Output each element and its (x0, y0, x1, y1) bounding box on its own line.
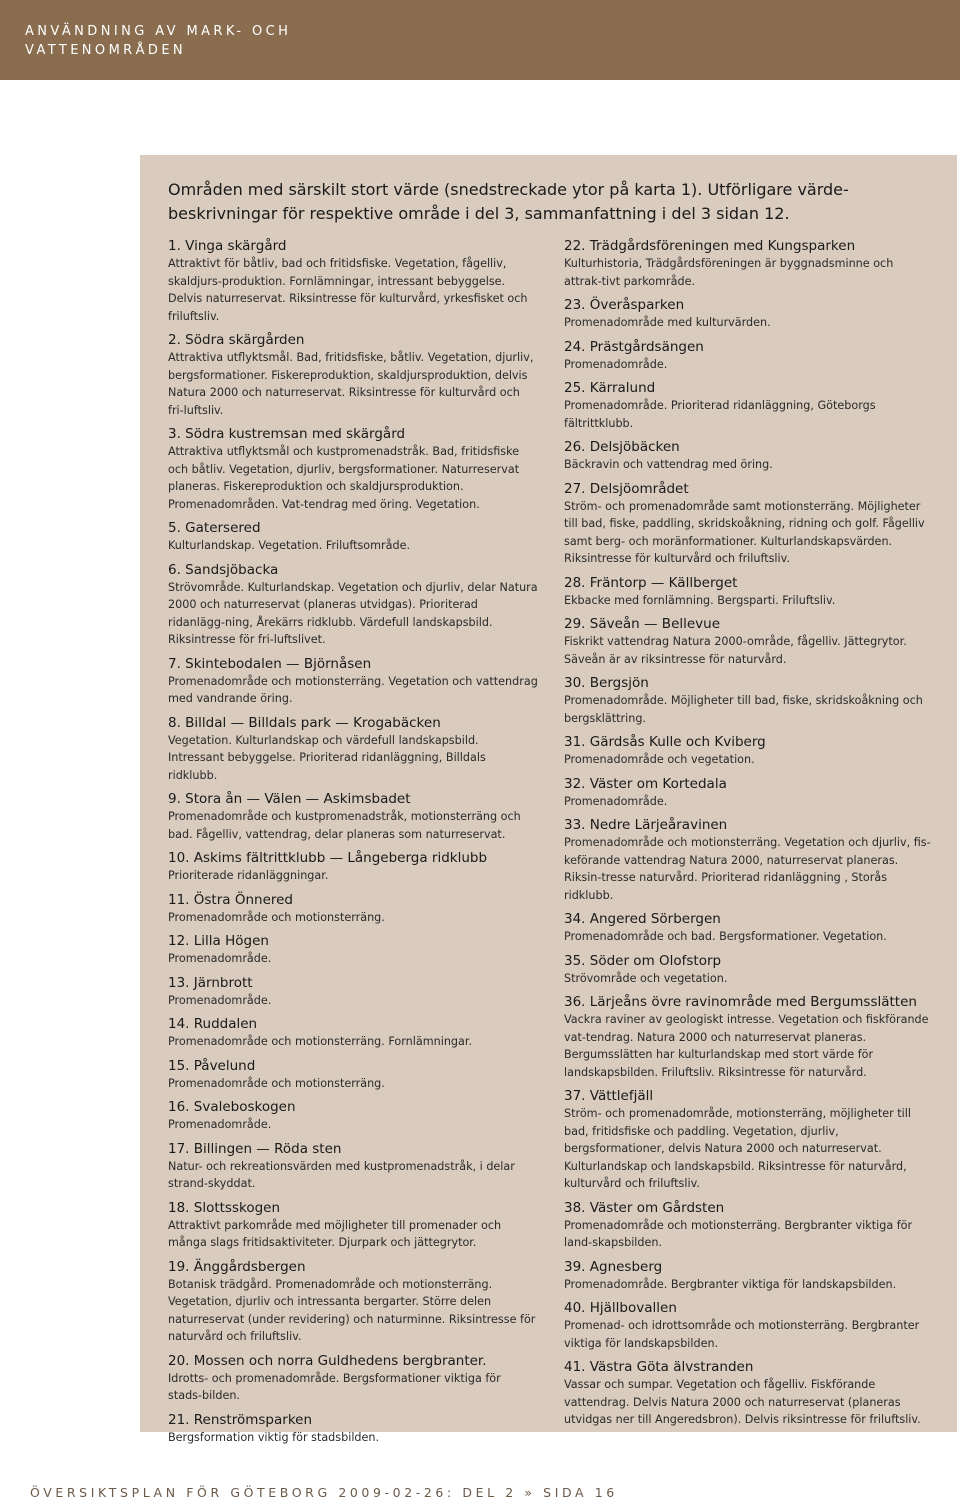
left-column (168, 237, 538, 1452)
list-item (168, 237, 538, 325)
entry-description: Promenadområde och motionsterräng. (168, 910, 385, 924)
entry-title: 26. Delsjöbäcken (564, 439, 680, 455)
right-column (564, 237, 934, 1435)
intro-text: Områden med särskilt stort värde (snedstreckade ytor på karta 1). Utförligare värde-beskrivningar för respektive område i del 3, sammanfattning i del 3 sidan 12. (168, 180, 849, 223)
header-band (0, 0, 960, 80)
entry-title: 24. Prästgårdsängen (564, 338, 704, 355)
entry-title: 8. Billdal — Billdals park — Krogabäcken (168, 714, 441, 731)
list-item (564, 480, 934, 568)
list-item (564, 379, 934, 432)
list-item (564, 1299, 934, 1352)
list-item (564, 993, 934, 1081)
entry-description: Idrotts- och promenadområde. Bergsformationer viktiga för stads-bilden. (168, 1371, 501, 1402)
entry-title: 20. Mossen och norra Guldhedens bergbranter. (168, 1352, 487, 1369)
entry-description: Promenadområde. (564, 357, 668, 371)
list-item (168, 714, 538, 785)
list-item (564, 615, 934, 668)
entry-description: Promenadområde. Möjligheter till bad, fiske, skridskoåkning och bergsklättring. (564, 694, 923, 725)
entry-description: Prioriterade ridanläggningar. (168, 869, 329, 882)
entry-title: 10. Askims fältrittklubb — Långeberga ridklubb (168, 850, 488, 866)
entry-description: Promenadområde. (564, 794, 668, 808)
list-item (168, 974, 538, 1010)
entry-title: 12. Lilla Högen (168, 933, 269, 949)
list-item (564, 816, 934, 904)
entry-title: 37. Vättlefjäll (564, 1088, 654, 1104)
entry-description: Promenadområde med kulturvärden. (564, 316, 771, 329)
entry-description: Vackra raviner av geologiskt intresse. Vegetation och fiskförande vat-tendrag. Natura 2000 och naturreservat planeras. Bergumsslätten har kulturlandskap med stort värde för landskapsbilden. Friluftsliv. Riksintresse för naturvård. (564, 1013, 929, 1079)
list-item (564, 733, 934, 769)
entry-title: 11. Östra Önnered (168, 891, 294, 908)
list-item (564, 338, 934, 374)
entry-title: 28. Fräntorp — Källberget (564, 574, 738, 591)
entry-title: 25. Kärralund (564, 380, 656, 396)
entry-description: Vassar och sumpar. Vegetation och fågelliv. Fiskförande vattendrag. Delvis Natura 2000 och naturreservat (planeras utvidgas ner till Angeredsbron). Delvis riksintresse för friluftsliv. (564, 1378, 921, 1426)
entry-description: Promenadområde. Bergbranter viktiga för landskapsbilden. (564, 1277, 897, 1291)
list-item (168, 561, 538, 649)
entry-title: 14. Ruddalen (168, 1016, 258, 1032)
entry-title: 2. Södra skärgården (168, 332, 305, 348)
entry-title: 9. Stora ån — Välen — Askimsbadet (168, 791, 411, 807)
list-item (168, 1258, 538, 1346)
entry-title: 6. Sandsjöbacka (168, 561, 279, 578)
entry-title: 16. Svaleboskogen (168, 1099, 296, 1115)
entry-description: Promenadområde. Prioriterad ridanläggning, Göteborgs fältrittklubb. (564, 399, 876, 430)
entry-description: Promenadområde och motionsterräng. (168, 1076, 385, 1090)
list-item (564, 1199, 934, 1252)
entry-title: 23. Överåsparken (564, 297, 685, 313)
entry-description: Promenadområde. (168, 952, 272, 965)
list-item (564, 674, 934, 727)
list-item (564, 910, 934, 946)
entry-title: 31. Gärdsås Kulle och Kviberg (564, 734, 766, 750)
list-item (168, 1015, 538, 1051)
entry-title: 17. Billingen — Röda sten (168, 1140, 342, 1157)
entry-description: Promenadområde och kustpromenadstråk, motionsterräng och bad. Fågelliv, vattendrag, delar planeras som naturreservat. (168, 810, 521, 841)
entry-description: Kulturhistoria, Trädgårdsföreningen är byggnadsminne och attrak-tivt parkområde. (564, 257, 894, 288)
entry-description: Promenad- och idrottsområde och motionsterräng. Bergbranter viktiga för landskapsbilden. (564, 1319, 920, 1350)
list-item (168, 1098, 538, 1134)
section-title: ANVÄNDNING AV MARK- OCH VATTENOMRÅDEN (25, 24, 292, 58)
entry-description: Attraktivt för båtliv, bad och fritidsfiske. Vegetation, fågelliv, skaldjurs-produktion. Fornlämningar, intressant bebyggelse. Delvis naturreservat. Riksintresse för kulturvård, yrkesfisket och friluftsliv. (168, 257, 528, 323)
entry-title: 27. Delsjöområdet (564, 480, 689, 497)
entry-description: Attraktiva utflyktsmål och kustpromenadstråk. Bad, fritidsfiske och båtliv. Vegetation, djurliv, bergsformationer. Naturreservat planeras. Fiskereproduktion och skaldjursproduktion. Promenadområden. Vat-tendrag med öring. Vegetation. (168, 445, 520, 511)
entry-title: 21. Renströmsparken (168, 1411, 313, 1428)
list-item (168, 1140, 538, 1193)
entry-title: 30. Bergsjön (564, 675, 649, 691)
entry-title: 33. Nedre Lärjeåravinen (564, 817, 728, 833)
entry-description: Strövområde. Kulturlandskap. Vegetation och djurliv, delar Natura 2000 och naturreservat (planeras utvidgas). Prioriterad ridanlägg-ning, Årekärrs ridklubb. Värdefull landskapsbild. Riksintresse för fri-luftslivet. (168, 580, 538, 646)
list-item (168, 891, 538, 927)
list-item (564, 1087, 934, 1193)
list-item (168, 519, 538, 555)
entry-description: Promenadområde och motionsterräng. Vegetation och vattendrag med vandrande öring. (168, 674, 538, 705)
entry-title: 41. Västra Göta älvstranden (564, 1359, 754, 1375)
list-item (564, 438, 934, 474)
list-item (168, 1352, 538, 1405)
entry-description: Promenadområde och motionsterräng. Vegetation och djurliv, fis-keförande vattendrag Natura 2000, naturreservat planeras. Riksin-tresse naturvård. Prioriterad ridanläggning , Storås ridklubb. (564, 836, 931, 902)
list-item (564, 952, 934, 988)
entry-description: Bäckravin och vattendrag med öring. (564, 458, 773, 471)
entry-description: Kulturlandskap. Vegetation. Friluftsområde. (168, 539, 411, 552)
entry-title: 7. Skintebodalen — Björnåsen (168, 655, 372, 672)
list-item (168, 790, 538, 843)
entry-description: Bergsformation viktig för stadsbilden. (168, 1430, 380, 1444)
footer-text: ÖVERSIKTSPLAN FÖR GÖTEBORG 2009-02-26: DEL 2 » SIDA 16 (30, 1485, 618, 1500)
entry-description: Natur- och rekreationsvärden med kustpromenadstråk, i delar strand-skyddat. (168, 1159, 515, 1190)
entry-description: Promenadområde. (168, 993, 272, 1007)
entry-title: 1. Vinga skärgård (168, 238, 287, 254)
entry-description: Ström- och promenadområde, motionsterräng, möjligheter till bad, fritidsfiske och paddling. Vegetation, djurliv, bergsformationer, delvis Natura 2000 och naturreservat. Kulturlandskap och landskapsbild. Riksintresse för naturvård, kulturvård och friluftsliv. (564, 1107, 911, 1190)
list-item (168, 331, 538, 419)
list-item (564, 296, 934, 332)
entry-title: 36. Lärjeåns övre ravinområde med Bergumsslätten (564, 994, 917, 1010)
list-item (564, 1358, 934, 1429)
list-item (168, 1411, 538, 1447)
entry-title: 19. Änggårdsbergen (168, 1258, 306, 1275)
entry-title: 35. Söder om Olofstorp (564, 952, 722, 969)
entry-description: Promenadområde. (168, 1118, 272, 1131)
entry-description: Promenadområde och motionsterräng. Bergbranter viktiga för land-skapsbilden. (564, 1218, 913, 1249)
entry-description: Ström- och promenadområde samt motionsterräng. Möjligheter till bad, fiske, paddling, skridskoåkning, ridning och golf. Fågelliv samt berg- och moränformationer. Kulturlandskapsvärden. Riksintresse för kulturvård och friluftsliv. (564, 499, 925, 565)
entry-description: Vegetation. Kulturlandskap och värdefull landskapsbild. Intressant bebyggelse. Prioriterad ridanläggning, Billdals ridklubb. (168, 733, 486, 782)
list-item (168, 849, 538, 885)
entry-title: 22. Trädgårdsföreningen med Kungsparken (564, 238, 856, 254)
entry-title: 18. Slottsskogen (168, 1199, 281, 1216)
list-item (564, 1258, 934, 1294)
list-item (564, 574, 934, 610)
entry-title: 5. Gatersered (168, 520, 261, 536)
entry-title: 39. Agnesberg (564, 1258, 663, 1275)
entry-description: Attraktivt parkområde med möjligheter till promenader och många slags fritidsaktiviteter. Djurpark och jättegrytor. (168, 1218, 502, 1249)
entry-title: 38. Väster om Gårdsten (564, 1199, 725, 1216)
entry-description: Attraktiva utflyktsmål. Bad, fritidsfiske, båtliv. Vegetation, djurliv, bergsformationer. Fiskereproduktion, skaldjursproduktion, delvis Natura 2000 och naturreservat. Riksintresse för kulturvård och fri-luftsliv. (168, 351, 534, 417)
list-item (168, 655, 538, 708)
list-item (168, 1199, 538, 1252)
entry-title: 40. Hjällbovallen (564, 1300, 677, 1316)
entry-title: 32. Väster om Kortedala (564, 775, 727, 792)
entry-description: Ekbacke med fornlämning. Bergsparti. Friluftsliv. (564, 593, 836, 607)
entry-title: 15. Påvelund (168, 1057, 256, 1074)
entry-title: 29. Säveån — Bellevue (564, 616, 721, 632)
list-item (168, 425, 538, 513)
entry-title: 3. Södra kustremsan med skärgård (168, 426, 406, 442)
entry-description: Fiskrikt vattendrag Natura 2000-område, fågelliv. Jättegrytor. Säveån är av riksintresse för naturvård. (564, 635, 907, 666)
list-item (168, 932, 538, 968)
entry-description: Promenadområde och motionsterräng. Fornlämningar. (168, 1035, 472, 1048)
list-item (564, 775, 934, 811)
entry-title: 34. Angered Sörbergen (564, 911, 721, 927)
list-item (564, 237, 934, 290)
entry-title: 13. Järnbrott (168, 974, 253, 991)
list-item (168, 1057, 538, 1093)
entry-description: Promenadområde och vegetation. (564, 753, 755, 766)
entry-description: Strövområde och vegetation. (564, 971, 728, 985)
entry-description: Botanisk trädgård. Promenadområde och motionsterräng. Vegetation, djurliv och intressanta bergarter. Större delen naturreservat (under revidering) och naturminne. Riksintresse för naturvård och friluftsliv. (168, 1277, 536, 1343)
entry-description: Promenadområde och bad. Bergsformationer. Vegetation. (564, 930, 887, 943)
